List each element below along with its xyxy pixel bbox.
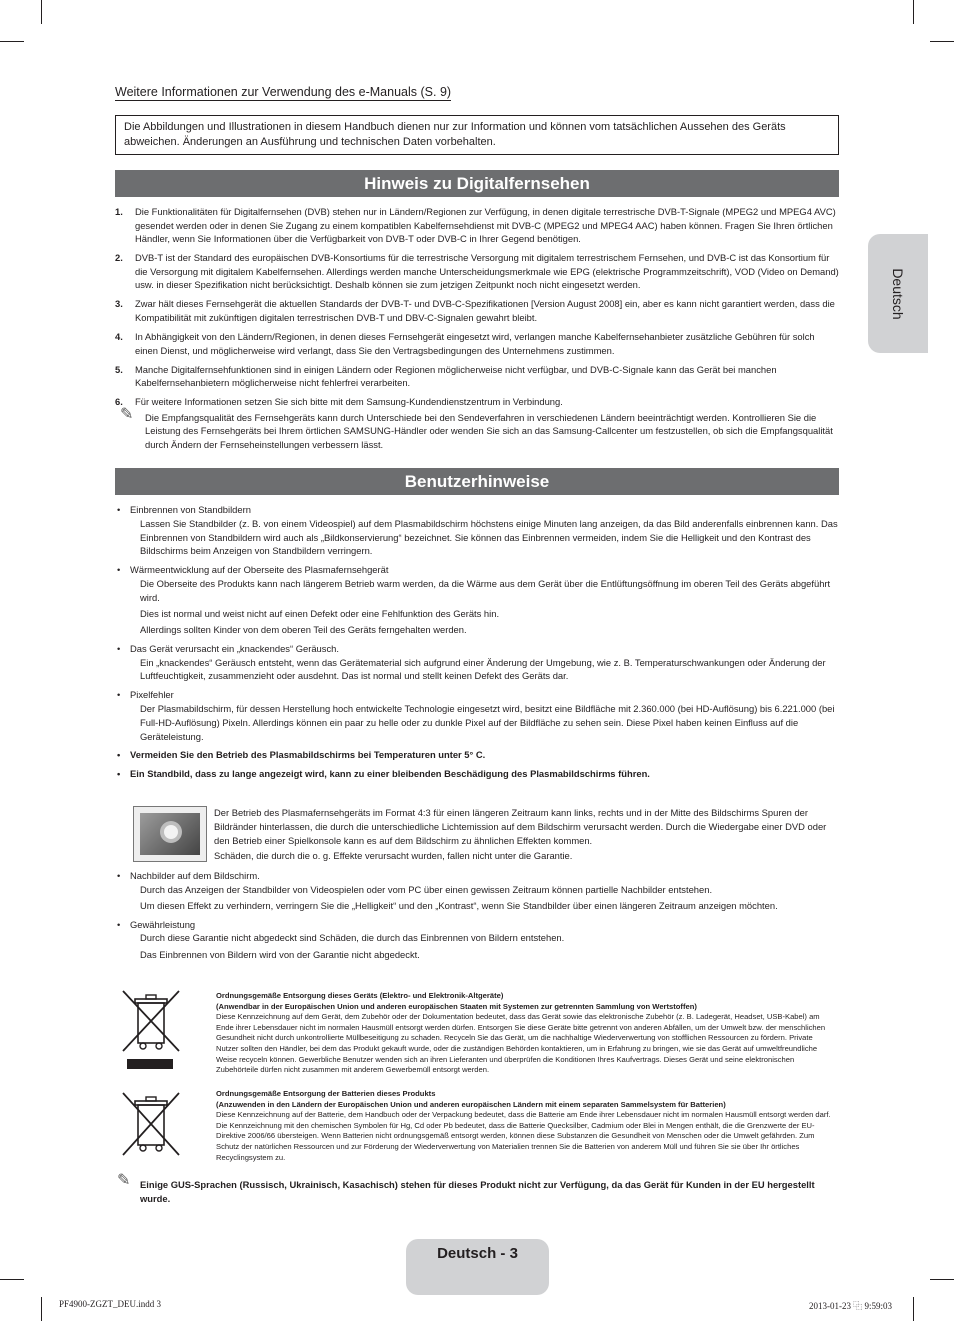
list-item: 4. In Abhängigkeit von den Ländern/Regionen, in denen dieses Fernsehgerät eingesetzt wird, verlangen manche Kabelfernsehanbieter zusätzliche Gebühren für solch einen Dienst, und möglicherweise wird verlangt, dass Sie den Vertragsbedingungen des Unternehmens zustimmen. (115, 330, 815, 356)
tv-screen-image (133, 806, 207, 862)
language-side-tab: Deutsch (868, 234, 928, 353)
digital-tv-list (115, 205, 839, 451)
crop-mark (930, 41, 954, 42)
section-title-digital-tv: Hinweis zu Digitalfernsehen (115, 170, 839, 197)
crop-mark (41, 1297, 42, 1321)
list-item: 6. Für weitere Informationen setzen Sie sich bitte mit dem Samsung-Kundendienstzentrum in Verbindung. (115, 396, 563, 408)
list-item: 5. Manche Digitalfernsehfunktionen sind in einigen Ländern oder Regionen möglicherweise nicht verfügbar, und DVB-C-Signale kann das Gerät bei manchen Kabelfernsehanbietern möglicherweise nicht fehlerfrei verarbeiten. (115, 363, 777, 389)
crop-mark (930, 1279, 954, 1280)
crop-mark (0, 41, 24, 42)
gus-language-note: ✎ Einige GUS-Sprachen (Russisch, Ukrainisch, Kasachisch) stehen für dieses Produkt nicht zur Verfügung, da das Gerät für Kunden in der EU hergestellt wurde. (117, 1172, 815, 1204)
section-title-user-notes: Benutzerhinweise (115, 468, 839, 495)
page-number: Deutsch - 3 (406, 1239, 549, 1295)
weee-disposal-text: Ordnungsgemäße Entsorgung dieses Geräts (Elektro- und Elektronik-Altgeräte) (Anwendbar in der Europäischen Union und anderen europäischen Staaten mit Systemen zur getrennten Sammlung von Wertstoffen) Diese Kennzeichnung auf dem Gerät, dem Zubehör oder der Dokumentation bedeutet, dass das Gerät sowie das elektronische Zubehör (z. B. Ladegerät, Headset, USB-Kabel) am Ende ihrer Lebensdauer nicht im normalen Hausmüll entsorgt werden dürfen. Entsorgen Sie diese Geräte bitte getrennt von anderen Abfällen, um der Umwelt bzw. der menschlichen Gesundheit nicht durch unkontrollierte Müllbeseitigung zu schaden. Recyceln Sie das Gerät, um die nachhaltige Wiederverwertung von stofflichen Ressourcen zu fördern. Private Nutzer sollten den Händler, bei dem das Produkt gekauft wurde, oder die zuständigen Behörden kontaktieren, um in Erfahrung zu bringen, wie sie das Gerät auf umweltfreundliche Weise recyceln können. Gewerbliche Benutzer wenden sich an ihren Lieferanten und überprüfen die Konditionen Ihres Kaufvertrags. Dieses Gerät und seine elektronischen Zubehörteile dürfen nicht zusammen mit anderem Gewerbemüll entsorgt werden. (216, 991, 826, 1075)
burn-in-text: Der Betrieb des Plasmafernsehgeräts im Format 4:3 für einen längeren Zeitraum kann links, rechts und in der Mitte des Bildschirms Spuren der Bildränder hinterlassen, die durch die unterschiedliche Lichtemission auf dem Bildschirm verursacht werden. Durch die Wiedergabe einer DVD oder den Betrieb einer Spielkonsole kann es auf dem Bildschirm zu ähnlichen Effekten kommen. Schäden, die durch die o. g. Effekte verursacht wurden, fallen nicht unter die Garantie. (214, 807, 827, 862)
list-item: • Pixelfehler Der Plasmabildschirm, für dessen Herstellung hoch entwickelte Technologie eingesetzt wird, besitzt eine Bildfläche mit 2.360.000 (bei HD-Auflösung) bis 6.221.000 (bei Full-HD-Auflösung) Pixeln. Allerdings können ein paar zu helle oder zu dunkle Pixel auf der Bildfläche zu sehen sein. Diese Pixel haben keinen Einfluss auf die Geräteleistung. (115, 688, 839, 743)
list-item: 1. Die Funktionalitäten für Digitalfernsehen (DVB) stehen nur in Ländern/Regionen zur Verfügung, in denen digitale terrestrische DVB-T-Signale (MPEG2 und MPEG4 AVC) gesendet werden oder in denen Sie Zugang zu einem kompatiblen Kabelfernsehdienst mit DVB-C (MPEG2 und MPEG4 AAC) haben können. Fragen Sie Ihren örtlichen Händler, wenn Sie Informationen über die Verfügbarkeit von DVB-T oder DVB-C in Ihrer Gegend benötigen. (115, 206, 836, 245)
list-item: • Nachbilder auf dem Bildschirm. Durch das Anzeigen der Standbilder von Videospielen oder vom PC über einen gewissen Zeitraum können partielle Nachbilder entstehen. Um diesen Effekt zu verhindern, verringern Sie die „Helligkeit“ und den „Kontrast“, wenn Sie Standbilder über einen längeren Zeitraum anzeigen möchten. (115, 869, 839, 913)
list-item: 2. DVB-T ist der Standard des europäischen DVB-Konsortiums für die terrestrische Versorgung mit digitalem terrestrischem Fernsehen, und DVB-C ist das Konsortium für die Versorgung mit digitalem Kabelfernsehen. Allerdings werden manche Unterscheidungsmerkmale wie EPG (elektrische Programmzeitschrift), VOD (Video on Demand) usw. in dieser Spezifikation nicht berücksichtigt. Deshalb können sie zum jetzigen Zeitpunkt noch nicht eingesetzt werden. (115, 252, 839, 291)
crop-mark (913, 0, 914, 24)
list-item: • Einbrennen von Standbildern Lassen Sie Standbilder (z. B. von einem Videospiel) auf dem Plasmabildschirm höchstens einige Minuten lang anzeigen, da das Bild anderenfalls einbrennen kann. Das Einbrennen von Standbildern wird auch als „Bildkonservierung“ bezeichnet. Sie können das Einbrennen vermeiden, indem Sie die Helligkeit und den Kontrast des Bildschirms beim Anzeigen von Standbildern verringern. (115, 503, 839, 558)
user-notes-list-2 (115, 869, 839, 966)
footer-timestamp: 2013-01-23 ⿻ 9:59:03 (809, 1301, 892, 1311)
list-item: 3. Zwar hält dieses Fernsehgerät die aktuellen Standards der DVB-T- und DVB-C-Spezifikationen [Version August 2008] ein, aber es kann nicht garantiert werden, dass die Kompatibilität mit zukünftigen digitalen terrestrischen DVB-T und DBV-C-Signalen gewahrt bleibt. (115, 298, 835, 323)
pencil-note-icon: ✎ (120, 405, 134, 423)
crossed-battery-bin-icon (121, 1091, 181, 1157)
list-item: • Gewährleistung Durch diese Garantie nicht abgedeckt sind Schäden, die durch das Einbrennen von Bildern entstehen. Das Einbrennen von Bildern wird von der Garantie nicht abgedeckt. (115, 918, 839, 962)
pencil-note-icon: ✎ (117, 1172, 131, 1189)
crossed-bin-icon (121, 989, 181, 1073)
e-manual-link[interactable]: Weitere Informationen zur Verwendung des e-Manuals (S. 9) (115, 85, 452, 99)
crop-mark (41, 0, 42, 24)
notice-box: Die Abbildungen und Illustrationen in diesem Handbuch dienen nur zur Information und können vom tatsächlichen Aussehen des Geräts abweichen. Änderungen an Ausführung und technischen Daten vorbehalten. (115, 115, 839, 155)
footer-filename: PF4900-ZGZT_DEU.indd 3 (59, 1299, 161, 1309)
list-item: • Wärmeentwicklung auf der Oberseite des Plasmafernsehgerät Die Oberseite des Produkts kann nach längerem Betrieb warm werden, da die Wärme aus dem Gerät über die Entlüftungsöffnung im oberen Teil des Geräts abgeführt wird. Dies ist normal und weist nicht auf einen Defekt oder eine Fehlfunktion des Geräts hin. Allerdings sollten Kinder von dem oberen Teil des Geräts ferngehalten werden. (115, 563, 839, 637)
battery-disposal-text: Ordnungsgemäße Entsorgung der Batterien dieses Produkts (Anzuwenden in den Ländern der Europäischen Union und anderen europäischen Ländern mit einem separaten Sammelsystem für Batterien) Diese Kennzeichnung auf der Batterie, dem Handbuch oder der Verpackung bedeutet, dass die Batterie am Ende ihrer Lebensdauer nicht im normalen Hausmüll entsorgt werden darf. Die Kennzeichnung mit den chemischen Symbolen für Hg, Cd oder Pb bedeutet, dass die Batterie Quecksilber, Cadmium oder Blei in Mengen enthält, die die Grenzwerte der EU-Direktive 2006/66 übersteigen. Wenn Batterien nicht ordnungsgemäß entsorgt werden, können diese Substanzen die Gesundheit von Menschen oder die Umwelt gefährden. Zum Schutz der natürlichen Ressourcen und zur Förderung der Wiederverwertung von Materialien trennen Sie die Batterien von anderem Müll und führen Sie sie über Ihr örtliches Recyclingsystem zu. (216, 1089, 831, 1162)
list-item: • Das Gerät verursacht ein „knackendes“ Geräusch. Ein „knackendes“ Geräusch entsteht, wenn das Gerätematerial sich aufgrund einer Änderung der Umgebung, wie z. B. Temperaturschwankungen oder Änderung der Luftfeuchtigkeit, zusammenzieht oder ausdehnt. Das ist normal und stellt keinen Defekt des Geräts dar. (115, 642, 839, 683)
list-item: • Ein Standbild, dass zu lange angezeigt wird, kann zu einer bleibenden Beschädigung des Plasmabildschirms führen. (115, 767, 839, 781)
list-item: • Vermeiden Sie den Betrieb des Plasmabildschirms bei Temperaturen unter 5° C. (115, 748, 839, 762)
crop-mark (913, 1297, 914, 1321)
reception-note: ✎ Die Empfangsqualität des Fernsehgeräts kann durch Unterschiede bei den Sendeverfahren in verschiedenen Ländern beeinträchtigt werden. Kontrollieren Sie die Leistung des Fernsehgeräts bei Ihrem örtlichen SAMSUNG-Händler oder wenden Sie sich an das Samsung-Callcenter um festzustellen, ob sich die Empfangsqualität durch Ändern der Fernseheinstellungen verbessern lässt. (120, 405, 833, 450)
crop-mark (0, 1279, 24, 1280)
user-notes-list (115, 503, 839, 786)
